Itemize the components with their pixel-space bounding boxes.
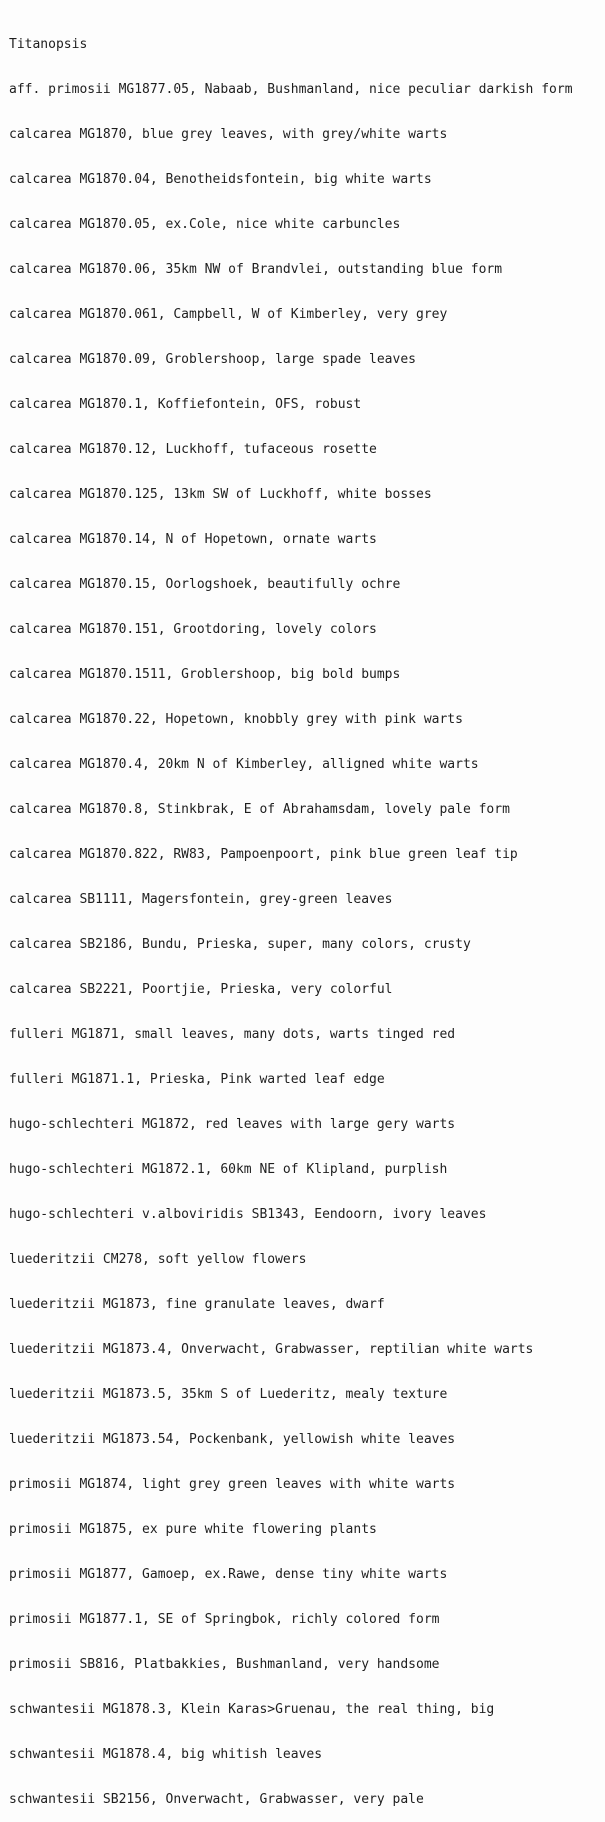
species-line: hugo-schlechteri v.alboviridis SB1343, Eendoorn, ivory leaves (9, 1207, 487, 1222)
species-line: luederitzii MG1873, fine granulate leaves, dwarf (9, 1297, 385, 1312)
species-line: calcarea MG1870.1, Koffiefontein, OFS, robust (9, 397, 362, 412)
species-line: calcarea MG1870.12, Luckhoff, tufaceous rosette (9, 442, 377, 457)
species-line: calcarea SB2186, Bundu, Prieska, super, many colors, crusty (9, 937, 471, 952)
species-line: calcarea MG1870.04, Benotheidsfontein, big white warts (9, 172, 432, 187)
species-line: aff. primosii MG1877.05, Nabaab, Bushmanland, nice peculiar darkish form (9, 82, 573, 97)
species-line: primosii MG1874, light grey green leaves with white warts (9, 1477, 456, 1492)
species-line: calcarea MG1870.1511, Groblershoop, big bold bumps (9, 667, 401, 682)
species-line: luederitzii MG1873.4, Onverwacht, Grabwasser, reptilian white warts (9, 1342, 534, 1357)
species-line: primosii SB816, Platbakkies, Bushmanland, very handsome (9, 1657, 440, 1672)
species-line: fulleri MG1871.1, Prieska, Pink warted leaf edge (9, 1072, 385, 1087)
species-line: calcarea MG1870, blue grey leaves, with grey/white warts (9, 127, 448, 142)
species-line: calcarea MG1870.151, Grootdoring, lovely colors (9, 622, 377, 637)
species-line: calcarea MG1870.22, Hopetown, knobbly grey with pink warts (9, 712, 463, 727)
species-line: calcarea MG1870.125, 13km SW of Luckhoff, white bosses (9, 487, 432, 502)
species-line: calcarea SB2221, Poortjie, Prieska, very colorful (9, 982, 393, 997)
species-line: schwantesii SB2156, Onverwacht, Grabwasser, very pale (9, 1792, 424, 1807)
species-line: fulleri MG1871, small leaves, many dots, warts tinged red (9, 1027, 456, 1042)
species-line: hugo-schlechteri MG1872.1, 60km NE of Klipland, purplish (9, 1162, 448, 1177)
species-line: primosii MG1877.1, SE of Springbok, richly colored form (9, 1612, 440, 1627)
species-line: calcarea MG1870.061, Campbell, W of Kimberley, very grey (9, 307, 448, 322)
species-line: calcarea MG1870.09, Groblershoop, large spade leaves (9, 352, 416, 367)
species-line: calcarea MG1870.05, ex.Cole, nice white carbuncles (9, 217, 401, 232)
species-line: calcarea MG1870.8, Stinkbrak, E of Abrahamsdam, lovely pale form (9, 802, 510, 817)
species-line: schwantesii MG1878.3, Klein Karas>Gruenau, the real thing, big (9, 1702, 495, 1717)
species-line: luederitzii MG1873.5, 35km S of Luederitz, mealy texture (9, 1387, 448, 1402)
species-line: luederitzii CM278, soft yellow flowers (9, 1252, 307, 1267)
species-line: calcarea MG1870.15, Oorlogshoek, beautifully ochre (9, 577, 401, 592)
species-line: calcarea SB1111, Magersfontein, grey-green leaves (9, 892, 393, 907)
species-line: calcarea MG1870.822, RW83, Pampoenpoort, pink blue green leaf tip (9, 847, 518, 862)
species-line: calcarea MG1870.4, 20km N of Kimberley, alligned white warts (9, 757, 479, 772)
species-line: hugo-schlechteri MG1872, red leaves with large gery warts (9, 1117, 456, 1132)
species-line: calcarea MG1870.06, 35km NW of Brandvlei, outstanding blue form (9, 262, 503, 277)
genus-title: Titanopsis (9, 37, 88, 52)
species-line: schwantesii MG1878.4, big whitish leaves (9, 1747, 323, 1762)
species-line: primosii MG1877, Gamoep, ex.Rawe, dense tiny white warts (9, 1567, 448, 1582)
species-line: calcarea MG1870.14, N of Hopetown, ornate warts (9, 532, 377, 547)
species-line: luederitzii MG1873.54, Pockenbank, yellowish white leaves (9, 1432, 456, 1447)
species-line: primosii MG1875, ex pure white flowering plants (9, 1522, 377, 1537)
